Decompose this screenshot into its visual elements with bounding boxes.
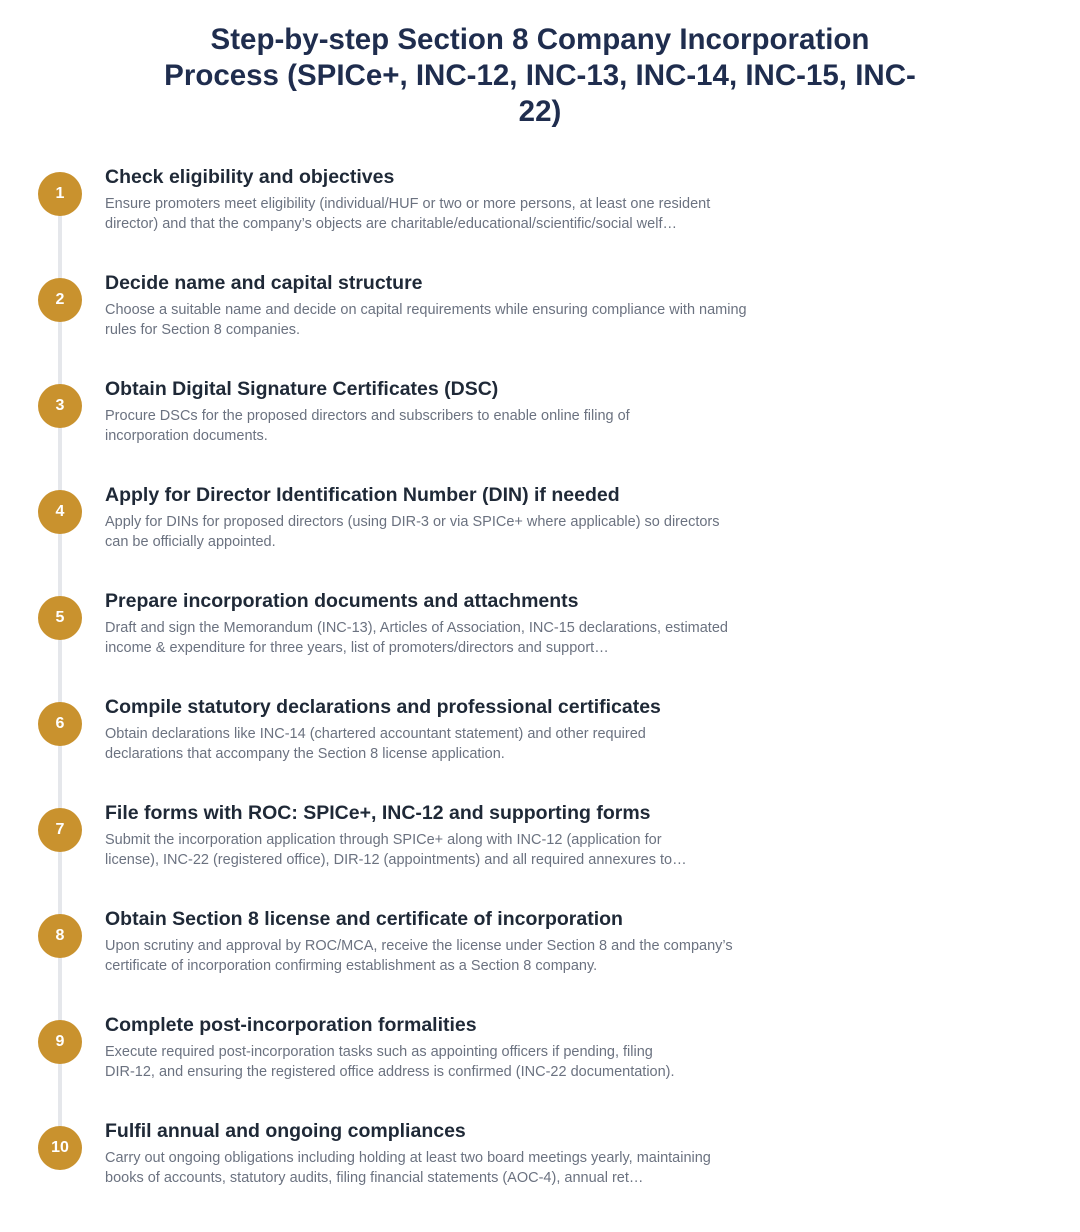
step-description-line: Obtain declarations like INC-14 (chartered accountant statement) and other required [105, 726, 646, 742]
step-title: Complete post-incorporation formalities [105, 1014, 477, 1036]
step-description [105, 1042, 777, 1082]
timeline-step-9 [0, 1014, 1080, 1120]
step-description [105, 406, 777, 446]
step-number-badge: 3 [38, 384, 82, 428]
step-description-line: Procure DSCs for the proposed directors and subscribers to enable online filing of [105, 408, 630, 424]
step-description-line: Draft and sign the Memorandum (INC-13), Articles of Association, INC-15 declarations, estimated [105, 620, 728, 636]
step-description-line: Choose a suitable name and decide on capital requirements while ensuring compliance with naming [105, 302, 747, 318]
step-title: Obtain Section 8 license and certificate of incorporation [105, 908, 623, 930]
step-description [105, 300, 777, 340]
step-description-line: Carry out ongoing obligations including holding at least two board meetings yearly, maintaining [105, 1150, 711, 1166]
step-description-line: Execute required post-incorporation tasks such as appointing officers if pending, filing [105, 1044, 653, 1060]
step-description-line: incorporation documents. [105, 428, 268, 444]
step-title: Prepare incorporation documents and attachments [105, 590, 579, 612]
page-title: Step-by-step Section 8 Company Incorporation Process (SPICe+, INC-12, INC-13, INC-14, INC-15, INC-22) [164, 23, 916, 128]
step-description-line: declarations that accompany the Section 8 license application. [105, 746, 505, 762]
timeline-step-5 [0, 590, 1080, 696]
step-title: Compile statutory declarations and professional certificates [105, 696, 661, 718]
step-description [105, 724, 777, 764]
step-number-badge: 7 [38, 808, 82, 852]
step-number-badge: 2 [38, 278, 82, 322]
step-number-badge: 6 [38, 702, 82, 746]
timeline-step-6 [0, 696, 1080, 802]
step-number-badge: 4 [38, 490, 82, 534]
step-description [105, 512, 777, 552]
step-description-line: books of accounts, statutory audits, filing financial statements (AOC-4), annual ret… [105, 1170, 644, 1186]
step-number-badge: 8 [38, 914, 82, 958]
step-number-badge: 1 [38, 172, 82, 216]
step-description-line: Submit the incorporation application through SPICe+ along with INC-12 (application for [105, 832, 662, 848]
timeline-step-8 [0, 908, 1080, 1014]
timeline-step-4 [0, 484, 1080, 590]
step-title: Check eligibility and objectives [105, 166, 395, 188]
step-number-badge: 10 [38, 1126, 82, 1170]
step-description [105, 936, 777, 976]
step-description [105, 194, 777, 234]
step-description [105, 830, 777, 870]
timeline-step-10 [0, 1120, 1080, 1226]
step-description-line: rules for Section 8 companies. [105, 322, 301, 338]
step-title: Decide name and capital structure [105, 272, 423, 294]
step-number-badge: 5 [38, 596, 82, 640]
timeline-step-7 [0, 802, 1080, 908]
step-description-line: Ensure promoters meet eligibility (individual/HUF or two or more persons, at least one resident [105, 196, 711, 212]
step-description [105, 618, 777, 658]
step-title: Fulfil annual and ongoing compliances [105, 1120, 466, 1142]
step-description-line: Apply for DINs for proposed directors (using DIR-3 or via SPICe+ where applicable) so directors [105, 514, 720, 530]
step-description-line: certificate of incorporation confirming establishment as a Section 8 company. [105, 958, 598, 974]
step-title: File forms with ROC: SPICe+, INC-12 and supporting forms [105, 802, 651, 824]
step-description-line: DIR-12, and ensuring the registered office address is confirmed (INC-22 documentation). [105, 1064, 675, 1080]
step-description-line: income & expenditure for three years, list of promoters/directors and support… [105, 640, 609, 656]
step-description [105, 1148, 777, 1188]
timeline-step-1 [0, 166, 1080, 272]
timeline-step-2 [0, 272, 1080, 378]
step-description-line: director) and that the company’s objects are charitable/educational/scientific/social welf… [105, 216, 677, 232]
step-number-badge: 9 [38, 1020, 82, 1064]
step-title: Apply for Director Identification Number (DIN) if needed [105, 484, 620, 506]
timeline-step-3 [0, 378, 1080, 484]
step-description-line: Upon scrutiny and approval by ROC/MCA, receive the license under Section 8 and the company’s [105, 938, 733, 954]
step-description-line: can be officially appointed. [105, 534, 276, 550]
step-description-line: license), INC-22 (registered office), DIR-12 (appointments) and all required annexures to… [105, 852, 687, 868]
step-title: Obtain Digital Signature Certificates (DSC) [105, 378, 499, 400]
